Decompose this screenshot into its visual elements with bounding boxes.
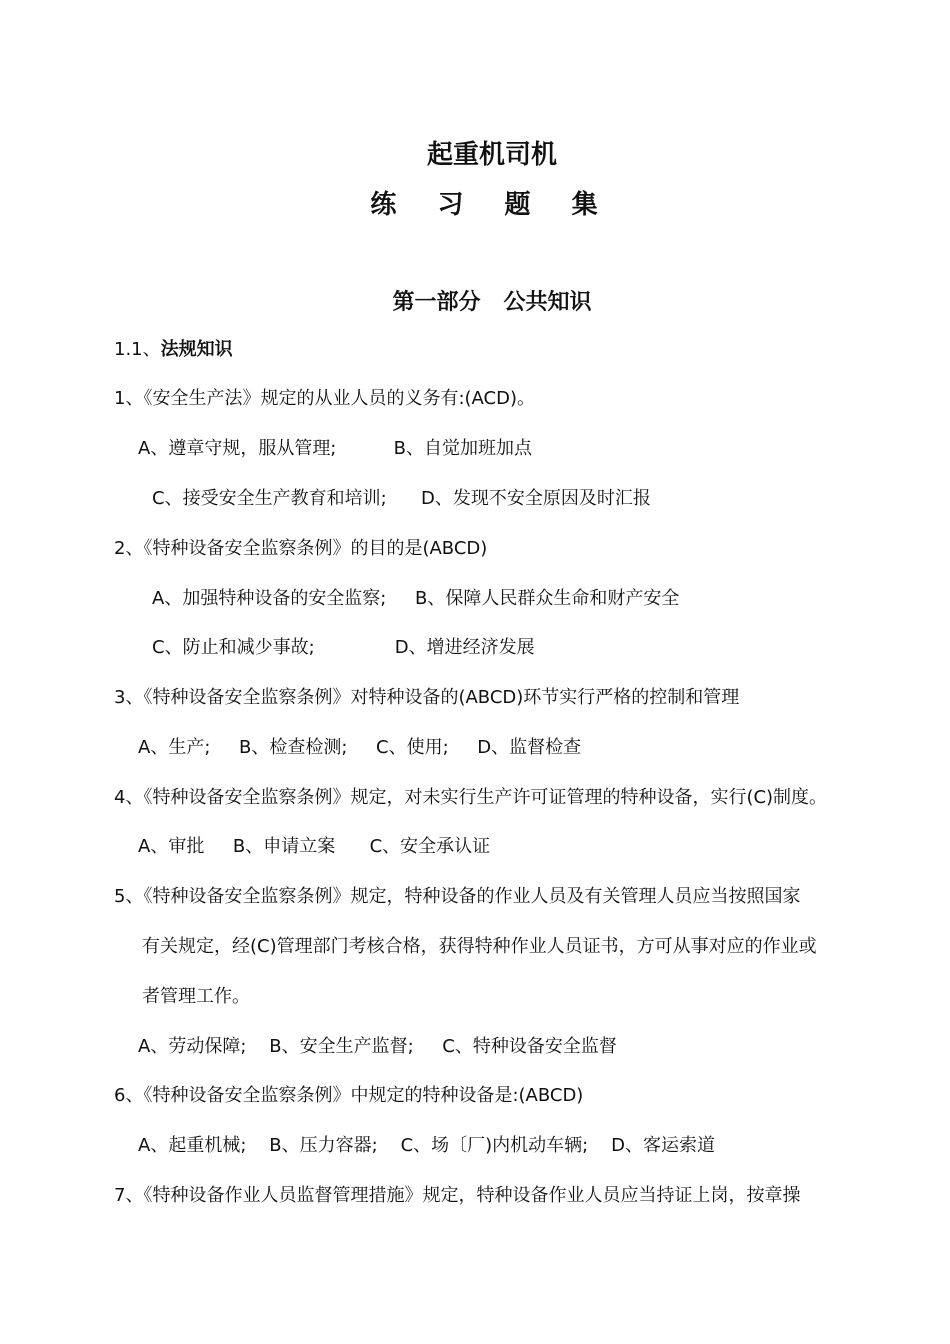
section-title: 法规知识 <box>160 339 233 360</box>
question-stem: 5、《特种设备安全监察条例》规定，特种设备的作业人员及有关管理人员应当按照国家 <box>114 886 801 907</box>
question-options: A、审批 B、申请立案 C、安全承认证 <box>138 836 491 857</box>
question-options: A、生产; B、检查检测; C、使用; D、监督检查 <box>138 737 582 758</box>
question-stem: 7、《特种设备作业人员监督管理措施》规定，特种设备作业人员应当持证上岗，按章操 <box>114 1185 801 1206</box>
question-options: A、遵章守规，服从管理; B、自觉加班加点 <box>138 438 532 459</box>
part-title: 第一部分 公共知识 <box>392 290 592 315</box>
question-options: A、起重机械; B、压力容器; C、场〔厂)内机动车辆; D、客运索道 <box>138 1135 715 1156</box>
question-options: C、接受安全生产教育和培训; D、发现不安全原因及时汇报 <box>152 488 651 509</box>
question-stem: 6、《特种设备安全监察条例》中规定的特种设备是:(ABCD) <box>114 1085 584 1106</box>
question-stem-continued: 者管理工作。 <box>142 986 250 1007</box>
question-options: C、防止和减少事故; D、增进经济发展 <box>152 637 535 658</box>
question-options: A、加强特种设备的安全监察; B、保障人民群众生命和财产安全 <box>152 588 680 609</box>
question-stem: 2、《特种设备安全监察条例》的目的是(ABCD) <box>114 538 488 559</box>
question-stem: 1、《安全生产法》规定的从业人员的义务有:(ACD)。 <box>114 388 535 409</box>
document-subtitle: 练 习 题 集 <box>370 190 614 220</box>
question-options: A、劳动保障; B、安全生产监督; C、特种设备安全监督 <box>138 1036 617 1057</box>
section-number: 1.1、 <box>114 339 161 360</box>
question-stem-continued: 有关规定，经(C)管理部门考核合格，获得特种作业人员证书，方可从事对应的作业或 <box>142 936 817 957</box>
section-heading <box>114 338 233 362</box>
question-stem: 4、《特种设备安全监察条例》规定，对未实行生产许可证管理的特种设备，实行(C)制度。 <box>114 787 828 808</box>
document-title: 起重机司机 <box>426 140 557 170</box>
question-stem: 3、《特种设备安全监察条例》对特种设备的(ABCD)环节实行严格的控制和管理 <box>114 687 740 708</box>
